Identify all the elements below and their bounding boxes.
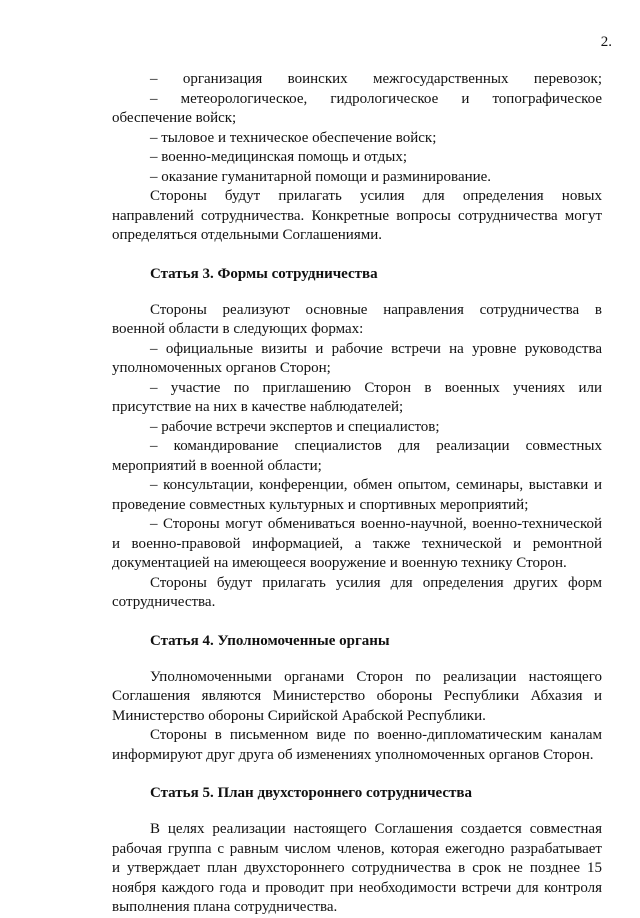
intro-list — [112, 70, 602, 187]
paragraph-line: Стороны в письменном виде по военно-дипломатическим каналам — [150, 727, 602, 743]
paragraph-line: военной области в следующих формах: — [112, 321, 364, 337]
list-item-continuation: проведение совместных культурных и спортивных мероприятий; — [112, 496, 529, 513]
list-item: – консультации, конференции, обмен опытом, семинары, выставки и — [150, 477, 602, 493]
list-item-continuation: документацией на имеющееся вооружение и военную технику Сторон. — [112, 555, 567, 571]
article-3-body — [112, 301, 602, 613]
list-item: – организация воинских межгосударственных перевозок; — [150, 71, 602, 87]
intro-paragraph — [112, 187, 602, 246]
paragraph-line: Стороны будут прилагать усилия для определения новых — [150, 188, 602, 204]
page-number: 2. — [600, 34, 612, 50]
article-4-heading: Статья 4. Уполномоченные органы — [150, 632, 390, 649]
list-item: – тыловое и техническое обеспечение войск; — [150, 129, 437, 146]
list-item-continuation: мероприятий в военной области; — [112, 457, 322, 474]
paragraph-line: определяться отдельными Соглашениями. — [112, 227, 382, 243]
paragraph-line: ноября каждого года и проводит при необходимости встречи для контроля — [112, 879, 602, 896]
paragraph-line: В целях реализации настоящего Соглашения создается совместная — [150, 821, 602, 837]
paragraph-line: Стороны реализуют основные направления сотрудничества в — [150, 301, 602, 318]
list-item-continuation: уполномоченных органов Сторон; — [112, 360, 331, 376]
paragraph-line: направлений сотрудничества. Конкретные вопросы сотрудничества могут — [112, 207, 602, 224]
list-item: – командирование специалистов для реализации совместных — [150, 438, 602, 454]
paragraph-line: сотрудничества. — [112, 594, 216, 610]
list-item: – метеорологическое, гидрологическое и топографическое — [150, 90, 602, 107]
paragraph-line: информируют друг друга об изменениях уполномоченных органов Сторон. — [112, 746, 594, 763]
paragraph-line: выполнения плана сотрудничества. — [112, 899, 338, 915]
document-body — [112, 70, 602, 918]
list-item: – официальные визиты и рабочие встречи на уровне руководства — [150, 340, 602, 357]
paragraph-line: Уполномоченными органами Сторон по реализации настоящего — [150, 668, 602, 685]
list-item: – участие по приглашению Сторон в военных учениях или — [150, 379, 602, 396]
paragraph-line: Министерство обороны Сирийской Арабской Республики. — [112, 707, 486, 724]
article-5-heading: Статья 5. План двухстороннего сотрудничества — [150, 785, 472, 801]
list-item: – рабочие встречи экспертов и специалистов; — [150, 418, 440, 435]
list-item: – оказание гуманитарной помощи и разминирование. — [150, 168, 492, 185]
list-item: – военно-медицинская помощь и отдых; — [150, 149, 408, 165]
list-item-continuation: обеспечение войск; — [112, 110, 237, 126]
list-item-continuation: и военно-правовой информацией, а также технической и ремонтной — [112, 535, 602, 552]
article-4-body — [112, 668, 602, 766]
paragraph-line: и утверждает план двухстороннего сотрудничества в срок не позднее 15 — [112, 860, 602, 876]
paragraph-line: Соглашения являются Министерство обороны Республики Абхазия и — [112, 688, 602, 704]
list-item-continuation: присутствие на них в качестве наблюдателей; — [112, 399, 404, 415]
paragraph-line: Стороны будут прилагать усилия для определения других форм — [150, 574, 602, 591]
article-3-heading: Статья 3. Формы сотрудничества — [150, 265, 378, 282]
paragraph-line: рабочая группа с равным числом членов, которая ежегодно разрабатывает — [112, 840, 602, 857]
article-5-body — [112, 820, 602, 918]
list-item: – Стороны могут обмениваться военно-научной, военно-технической — [150, 516, 602, 532]
